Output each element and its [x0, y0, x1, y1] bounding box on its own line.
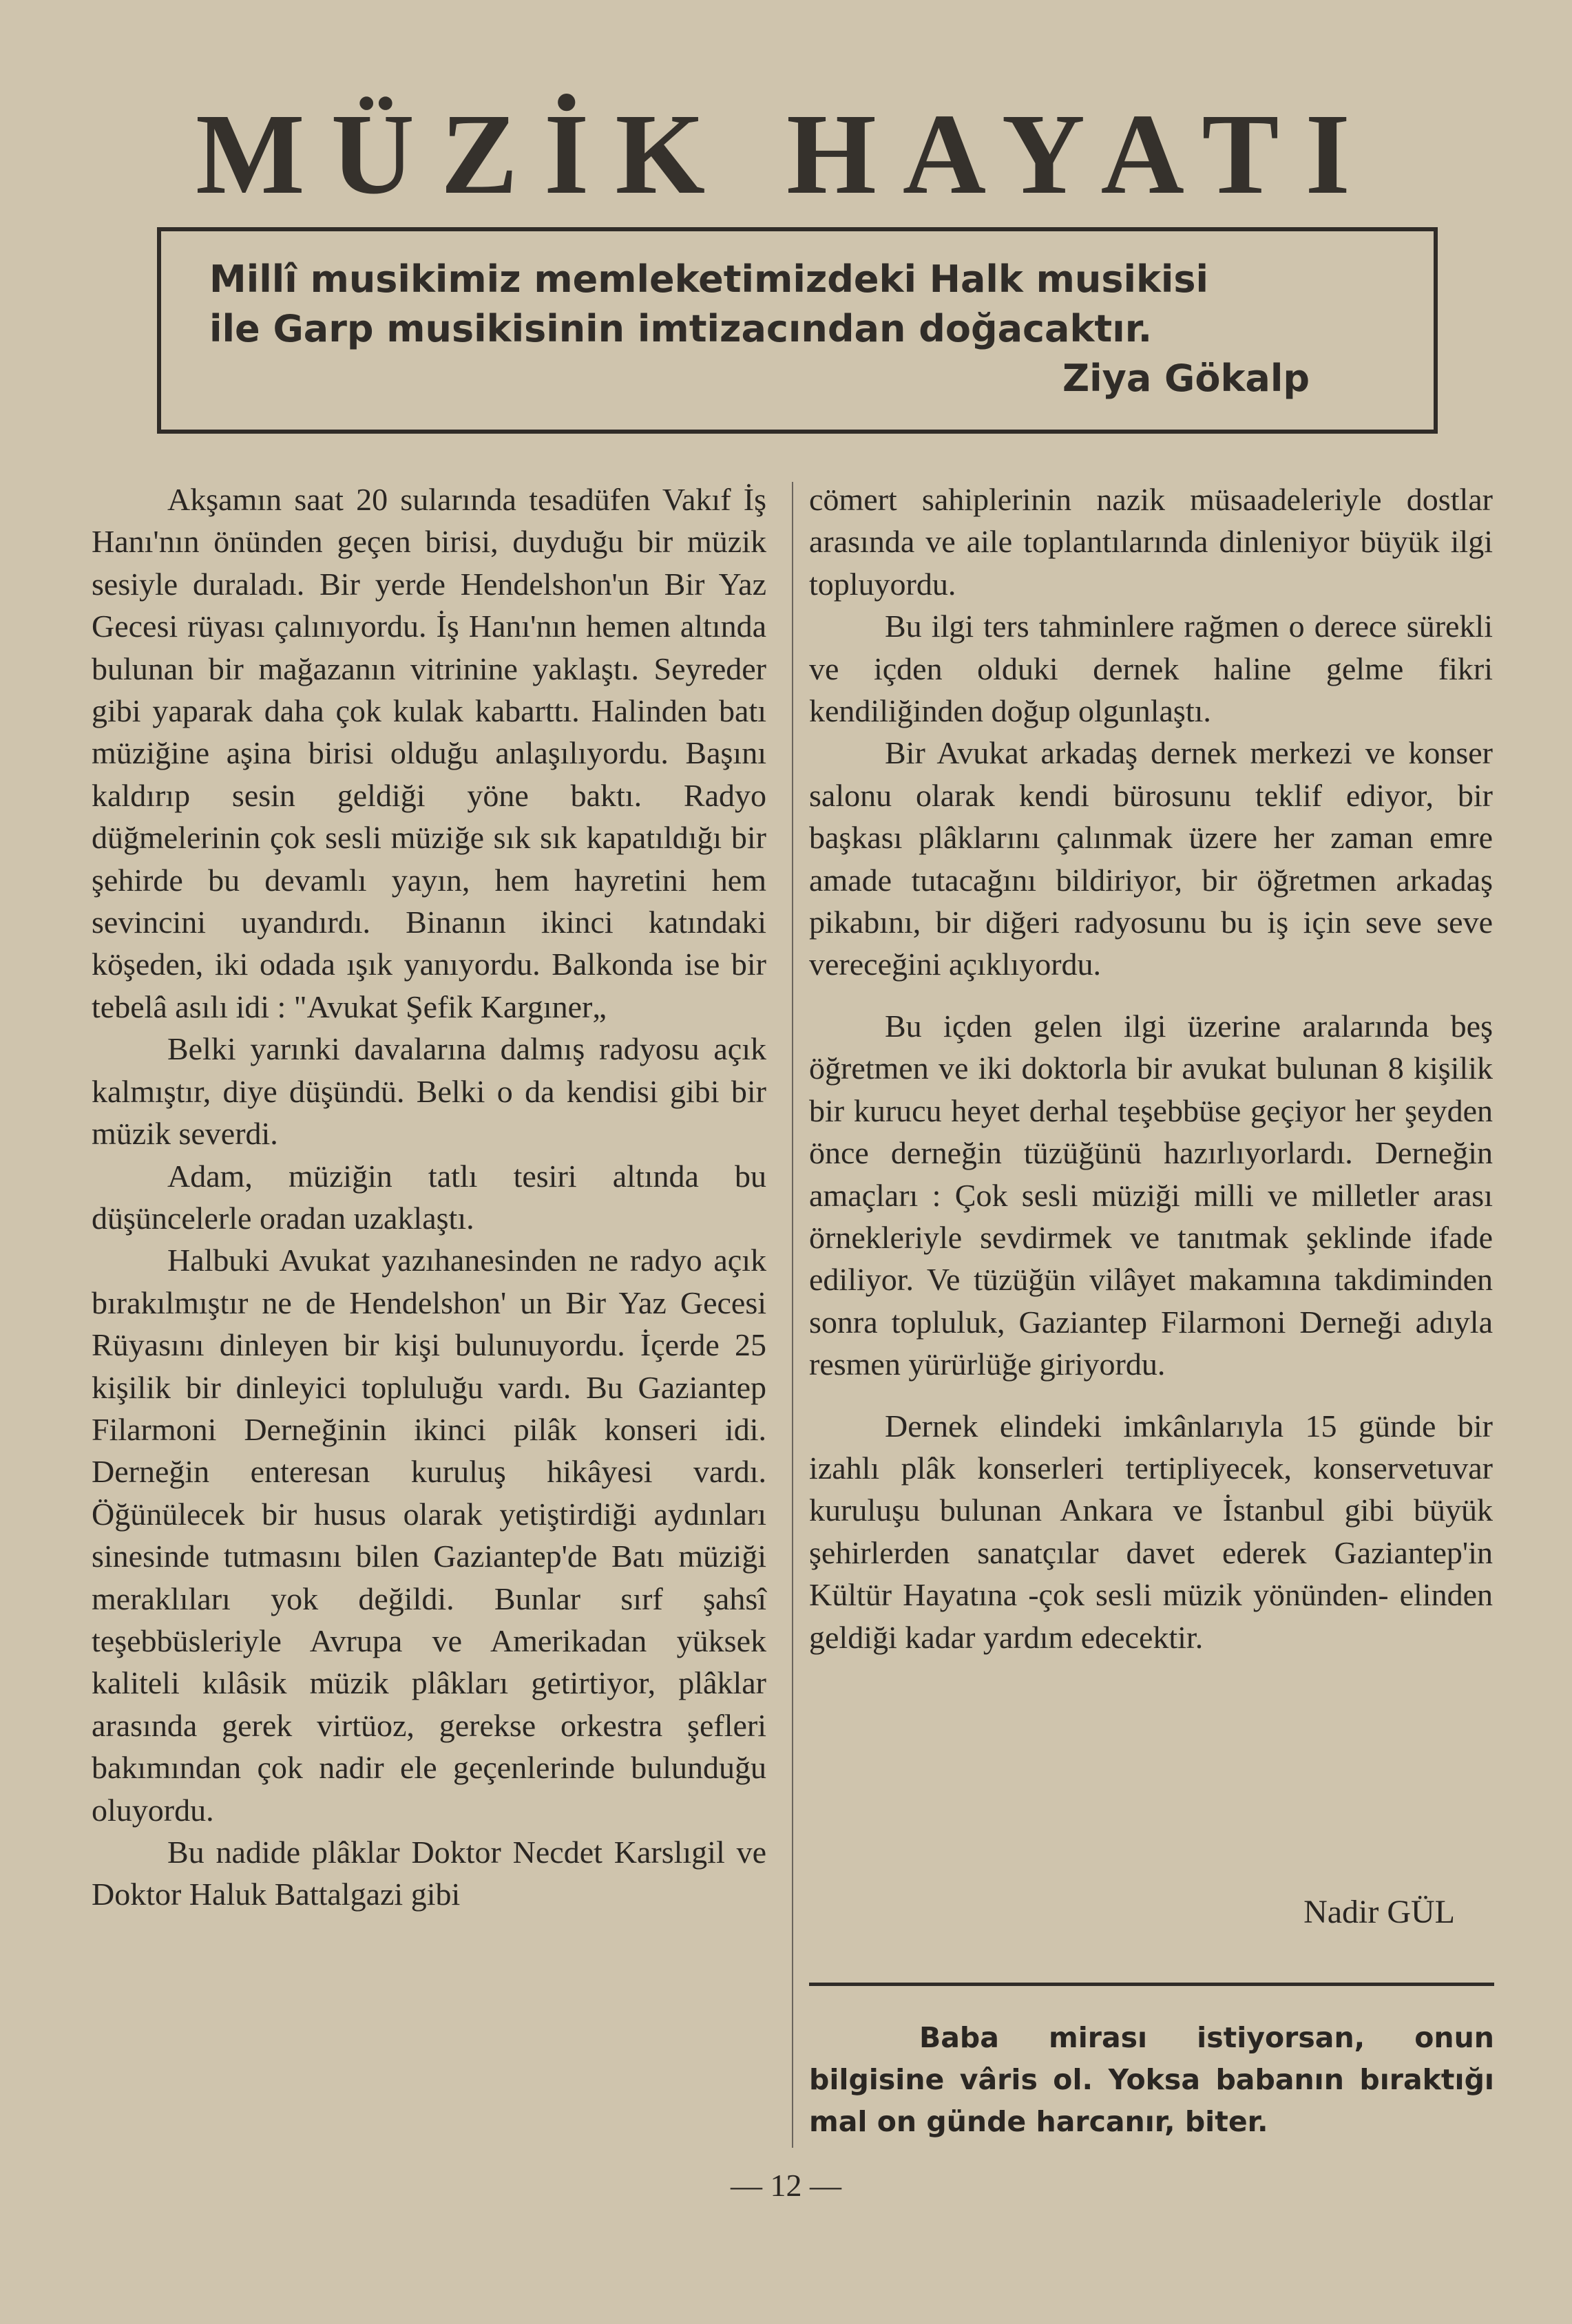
paragraph: Bu ilgi ters tahminlere rağmen o derece sürekli ve içden olduki dernek haline gelme fikri kendiliğinden doğup olgunlaştı. — [809, 609, 1493, 729]
right-column — [809, 478, 1493, 1658]
epigraph-line-2: ile Garp musikisinin imtizacından doğacaktır. — [209, 307, 1153, 350]
left-column — [92, 478, 766, 1916]
column-divider — [792, 482, 793, 2148]
paragraph: cömert sahiplerinin nazik müsaadeleriyle dostlar arasında ve aile toplantılarında dinleniyor büyük ilgi topluyordu. — [809, 482, 1493, 602]
paragraph: Akşamın saat 20 sularında tesadüfen Vakıf İş Hanı'nın önünden geçen birisi, duyduğu bir müzik sesiyle duraladı. Bir yerde Hendelshon'un Bir Yaz Gecesi rüyası çalınıyordu. İş Hanı'nın hemen altında bulunan bir mağazanın vitrinine yaklaştı. Seyreder gibi yaparak daha çok kulak kabarttı. Halinden batı müziğine aşina birisi olduğu anlaşılıyordu. Başını kaldırıp sesin geldiği yöne baktı. Radyo düğmelerinin çok sesli müziğe sık sık kapatıldığı bir şehirde bu devamlı yayın, hem hayretini hem sevincini uyandırdı. Binanın ikinci katındaki köşeden, iki odada ışık yanıyordu. Balkonda ise bir tebelâ asılı idi : "Avukat Şefik Kargıner„ — [92, 482, 766, 1024]
paragraph: Dernek elindeki imkânlarıyla 15 günde bir izahlı plâk konserleri tertipliyecek, konservetuvar kuruluşu bulunan Ankara ve İstanbul gibi büyük şehirlerden sanatçılar davet ederek Gaziantep'in Kültür Hayatına -çok sesli müzik yönünden- elinden geldiği kadar yardım edecektir. — [809, 1408, 1493, 1655]
epigraph-author: Ziya Gökalp — [1062, 357, 1310, 400]
paragraph: Adam, müziğin tatlı tesiri altında bu düşüncelerle oradan uzaklaştı. — [92, 1158, 766, 1236]
proverb-text: Baba mirası istiyorsan, onun bilgisine vâris ol. Yoksa babanın bıraktığı mal on günde harcanır, biter. — [809, 2021, 1494, 2138]
paragraph: Belki yarınki davalarına dalmış radyosu açık kalmıştır, diye düşündü. Belki o da kendisi gibi bir müzik severdi. — [92, 1031, 766, 1152]
paragraph: Halbuki Avukat yazıhanesinden ne radyo açık bırakılmıştır ne de Hendelshon' un Bir Yaz Gecesi Rüyasını dinleyen bir kişi bulunuyordu. İçerde 25 kişilik bir dinleyici topluluğu vardı. Bu Gaziantep Filarmoni Derneğinin ikinci pilâk konseri idi. Derneğin enteresan kuruluş hikâyesi vardı. Öğünülecek bir husus olarak yetiştirdiği aydınları sinesinde tutmasını bilen Gaziantep'de Batı müziği meraklıları yok değildi. Bunlar sırf şahsî teşebbüsleriyle Avrupa ve Amerikadan yüksek kaliteli kılâsik müzik plâkları getirtiyor, plâklar arasında gerek virtüoz, gerekse orkestra şefleri bakımından çok nadir ele geçenlerinde bulunduğu oluyordu. — [92, 1243, 766, 1828]
paragraph: Bu içden gelen ilgi üzerine aralarında beş öğretmen ve iki doktorla bir avukat bulunan 8 kişilik bir kurucu heyet derhal teşebbüse geçiyor her şeyden önce derneğin tüzüğünü hazırlıyorlardı. Derneğin amaçları : Çok sesli müziği milli ve milletler arası örnekleriyle sevdirmek ve tanıtmak şeklinde ifade ediliyor. Ve tüzüğün vilâyet makamına takdiminden sonra topluluk, Gaziantep Filarmoni Derneği adıyla resmen yürürlüğe giriyordu. — [809, 1008, 1493, 1382]
page-title: MÜZİK HAYATI — [196, 90, 1376, 218]
page-number: — 12 — — [731, 2168, 841, 2203]
paragraph: Bu nadide plâklar Doktor Necdet Karslıgil ve Doktor Haluk Battalgazi gibi — [92, 1835, 766, 1912]
divider-rule — [809, 1983, 1494, 1986]
paragraph: Bir Avukat arkadaş dernek merkezi ve konser salonu olarak kendi bürosunu teklif ediyor, bir başkası plâklarını çalınmak üzere her zaman emre amade tutacağını bildiriyor, bir öğretmen arkadaş pikabını, bir diğeri radyosunu bu iş için seve seve vereceğini açıklıyordu. — [809, 735, 1493, 982]
epigraph-box — [157, 227, 1438, 434]
author-signature: Nadir GÜL — [1303, 1894, 1455, 1930]
epigraph-line-1: Millî musikimiz memleketimizdeki Halk musikisi — [209, 257, 1209, 301]
proverb-box — [809, 2017, 1494, 2143]
